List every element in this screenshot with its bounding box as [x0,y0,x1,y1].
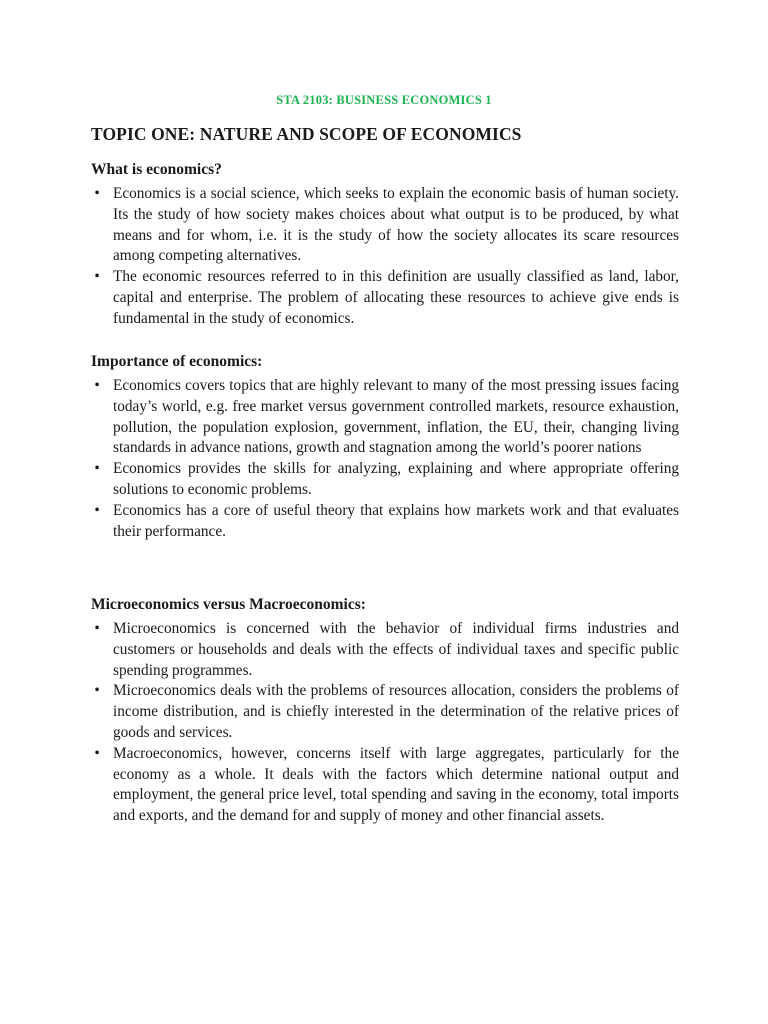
list-item-text: Economics provides the skills for analyzing, explaining and where appropriate offering solutions to economic problems. [113,460,679,498]
section-heading: Microeconomics versus Macroeconomics: [91,596,366,613]
list-item-text: Microeconomics is concerned with the behavior of individual firms industries and customers or households and deals with the effects of individual taxes and specific public spending programmes. [113,620,679,679]
section-micro-vs-macro [91,594,679,827]
course-header: STA 2103: BUSINESS ECONOMICS 1 [276,93,492,107]
bullet-icon: • [94,682,100,700]
bullet-icon: • [94,620,100,637]
bullet-icon: • [94,460,100,478]
list-item-text: The economic resources referred to in this definition are usually classified as land, labor, capital and enterprise. The problem of allocating these resources to achieve give ends is fundamental in the study of economics. [113,268,679,327]
list-item-text: Economics covers topics that are highly relevant to many of the most pressing issues facing today’s world, e.g. free market versus government controlled markets, resource exhaustion, pollution, the population explosion, government, inflation, the EU, their, changing living standards in advance nations, growth and stagnation among the world’s poorer nations [113,377,679,457]
list-item-text: Economics has a core of useful theory that explains how markets work and that evaluates their performance. [113,501,679,540]
list-item [91,459,679,501]
list-item [91,184,679,267]
section-importance-of-economics [91,351,679,542]
list-item [91,376,679,459]
list-item [91,681,679,743]
list-item-text: Economics is a social science, which seeks to explain the economic basis of human society. Its the study of how society makes choices about what output is to be produced, by what means and for whom, i.e. it is the study of how the society allocates its scare resources among competing alternatives. [113,185,679,265]
section-heading: What is economics? [91,161,222,178]
topic-title: TOPIC ONE: NATURE AND SCOPE OF ECONOMICS [91,124,522,144]
list-item [91,744,679,827]
list-item [91,501,679,543]
list-item [91,267,679,329]
section-heading: Importance of economics: [91,353,263,370]
bullet-icon: • [94,744,100,762]
list-item-text: Macroeconomics, however, concerns itself with large aggregates, particularly for the economy as a whole. It deals with the factors which determine national output and employment, the general price level, total spending and saving in the economy, total imports and exports, and the demand for and supply of money and other financial assets. [113,744,679,825]
list-item [91,619,679,681]
bullet-icon: • [94,268,100,286]
bullet-list [91,184,679,330]
bullet-icon: • [94,185,100,202]
list-item-text: Microeconomics deals with the problems of resources allocation, considers the problems of income distribution, and is chiefly interested in the determination of the relative prices of goods and services. [113,682,679,741]
bullet-icon: • [94,501,100,519]
section-what-is-economics [91,159,679,330]
bullet-icon: • [94,377,100,394]
bullet-list [91,619,679,827]
bullet-list [91,376,679,542]
